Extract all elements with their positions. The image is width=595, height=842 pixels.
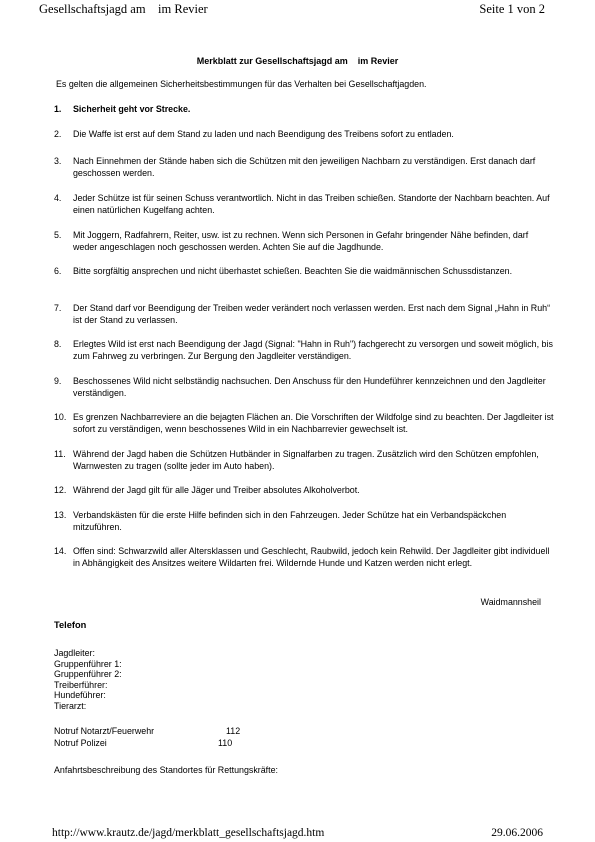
emergency-label: Notruf Notarzt/Feuerwehr xyxy=(54,726,155,736)
rule-text: Der Stand darf vor Beendigung der Treiben weder verändert noch verlassen werden. Erst nach dem Signal „Hahn in Ruh“ ist der Stand zu verlassen. xyxy=(73,303,551,325)
intro-text: Es gelten die allgemeinen Sicherheitsbestimmungen für das Verhalten bei Gesellschaftjagden. xyxy=(56,79,427,89)
page-header-title: Gesellschaftsjagd am im Revier xyxy=(39,2,208,16)
rule-number: 3. xyxy=(54,156,62,166)
rule-text: Mit Joggern, Radfahrern, Reiter, usw. ist zu rechnen. Wenn sich Personen in Gefahr bringender Nähe befinden, darf weder angeschlagen noch geschossen werden. Achten Sie auf die Jagdhunde. xyxy=(73,230,529,252)
rule-number: 10. xyxy=(54,412,67,422)
document-title: Merkblatt zur Gesellschaftsjagd am im Revier xyxy=(196,56,399,66)
contact-label: Gruppenführer 1: xyxy=(54,658,122,669)
rule-number: 14. xyxy=(54,546,67,556)
rule-item-13 xyxy=(54,509,554,533)
contact-label: Gruppenführer 2: xyxy=(54,669,122,680)
rule-item-9 xyxy=(54,375,554,399)
emergency-label: Notruf Polizei xyxy=(54,738,107,748)
rule-text: Bitte sorgfältig ansprechen und nicht überhastet schießen. Beachten Sie die waidmännischen Schussdistanzen. xyxy=(73,266,513,276)
rule-text: Verbandskästen für die erste Hilfe befinden sich in den Fahrzeugen. Jeder Schütze hat ein Verbandspäckchen mitzuführen. xyxy=(73,510,507,532)
contact-label: Treiberführer: xyxy=(54,679,108,690)
rule-item-11 xyxy=(54,448,554,472)
rule-text: Während der Jagd gilt für alle Jäger und Treiber absolutes Alkoholverbot. xyxy=(73,485,360,495)
directions-label: Anfahrtsbeschreibung des Standortes für Rettungskräfte: xyxy=(54,765,278,775)
rule-item-2 xyxy=(54,128,554,140)
rule-number: 6. xyxy=(54,266,62,276)
rule-text: Jeder Schütze ist für seinen Schuss verantwortlich. Nicht in das Treiben schießen. Standorte der Nachbarn beachten. Auf einen natürlichen Kugelfang achten. xyxy=(73,193,550,215)
rule-number: 13. xyxy=(54,510,67,520)
contact-label: Jagdleiter: xyxy=(54,648,95,658)
phone-section-title: Telefon xyxy=(54,620,87,630)
closing-greeting: Waidmannsheil xyxy=(480,597,541,607)
rule-item-8 xyxy=(54,338,554,362)
rule-item-10 xyxy=(54,411,554,435)
rule-text: Erlegtes Wild ist erst nach Beendigung der Jagd (Signal: "Hahn in Ruh") fachgerecht zu versorgen und soweit möglich, bis zum Fahrweg zu verbringen. Zur Bergung den Jagdleiter verständigen. xyxy=(73,339,553,361)
rule-number: 2. xyxy=(54,129,62,139)
rule-item-1 xyxy=(54,103,554,115)
rule-item-3 xyxy=(54,155,554,179)
rule-text: Die Waffe ist erst auf dem Stand zu laden und nach Beendigung des Treibens sofort zu entladen. xyxy=(73,129,454,139)
footer-date: 29.06.2006 xyxy=(491,827,543,839)
rule-text: Nach Einnehmen der Stände haben sich die Schützen mit den jeweiligen Nachbarn zu verständigen. Erst danach darf geschossen werden. xyxy=(73,156,536,178)
rule-number: 1. xyxy=(54,104,62,114)
rule-item-14 xyxy=(54,545,554,569)
emergency-number: 112 xyxy=(226,726,241,736)
rule-text: Während der Jagd haben die Schützen Hutbänder in Signalfarben zu tragen. Zusätzlich wird den Schützen empfohlen, Warnwesten zu tragen (sollte jeder im Auto haben). xyxy=(73,449,539,471)
rule-item-7 xyxy=(54,302,554,326)
rule-number: 8. xyxy=(54,339,62,349)
rule-text: Offen sind: Schwarzwild aller Altersklassen und Geschlecht, Raubwild, jedoch kein Rehwild. Der Jagdleiter gibt individuell in Abhängigkeit des Ansitzes weitere Wildarten frei. Wildernde Hunde und Katzen werden nicht erlegt. xyxy=(73,546,550,568)
contact-label: Tierarzt: xyxy=(54,700,87,711)
page-number: Seite 1 von 2 xyxy=(479,2,545,16)
rule-text: Es grenzen Nachbarreviere an die bejagten Flächen an. Die Vorschriften der Wildfolge sind zu beachten. Der Jagdleiter ist sofort zu verständigen, wenn beschossenes Wild in ein Nachbarrevier gewechselt ist. xyxy=(73,412,554,434)
rule-number: 4. xyxy=(54,193,62,203)
rule-item-6 xyxy=(54,265,554,277)
rule-text: Beschossenes Wild nicht selbständig nachsuchen. Den Anschuss für den Hundeführer kennzeichnen und den Jagdleiter verständigen. xyxy=(73,376,546,398)
contact-list xyxy=(54,648,122,712)
rule-item-5 xyxy=(54,229,554,253)
rule-number: 11. xyxy=(54,449,66,459)
rule-number: 7. xyxy=(54,303,62,313)
rule-item-4 xyxy=(54,192,554,216)
contact-label: Hundeführer: xyxy=(54,690,106,701)
rule-number: 9. xyxy=(54,376,62,386)
footer-url: http://www.krautz.de/jagd/merkblatt_gesellschaftsjagd.htm xyxy=(52,827,325,839)
rule-item-12 xyxy=(54,484,554,496)
rule-number: 5. xyxy=(54,230,62,240)
emergency-number: 110 xyxy=(218,738,233,748)
rule-text: Sicherheit geht vor Strecke. xyxy=(73,104,191,114)
rule-number: 12. xyxy=(54,485,67,495)
